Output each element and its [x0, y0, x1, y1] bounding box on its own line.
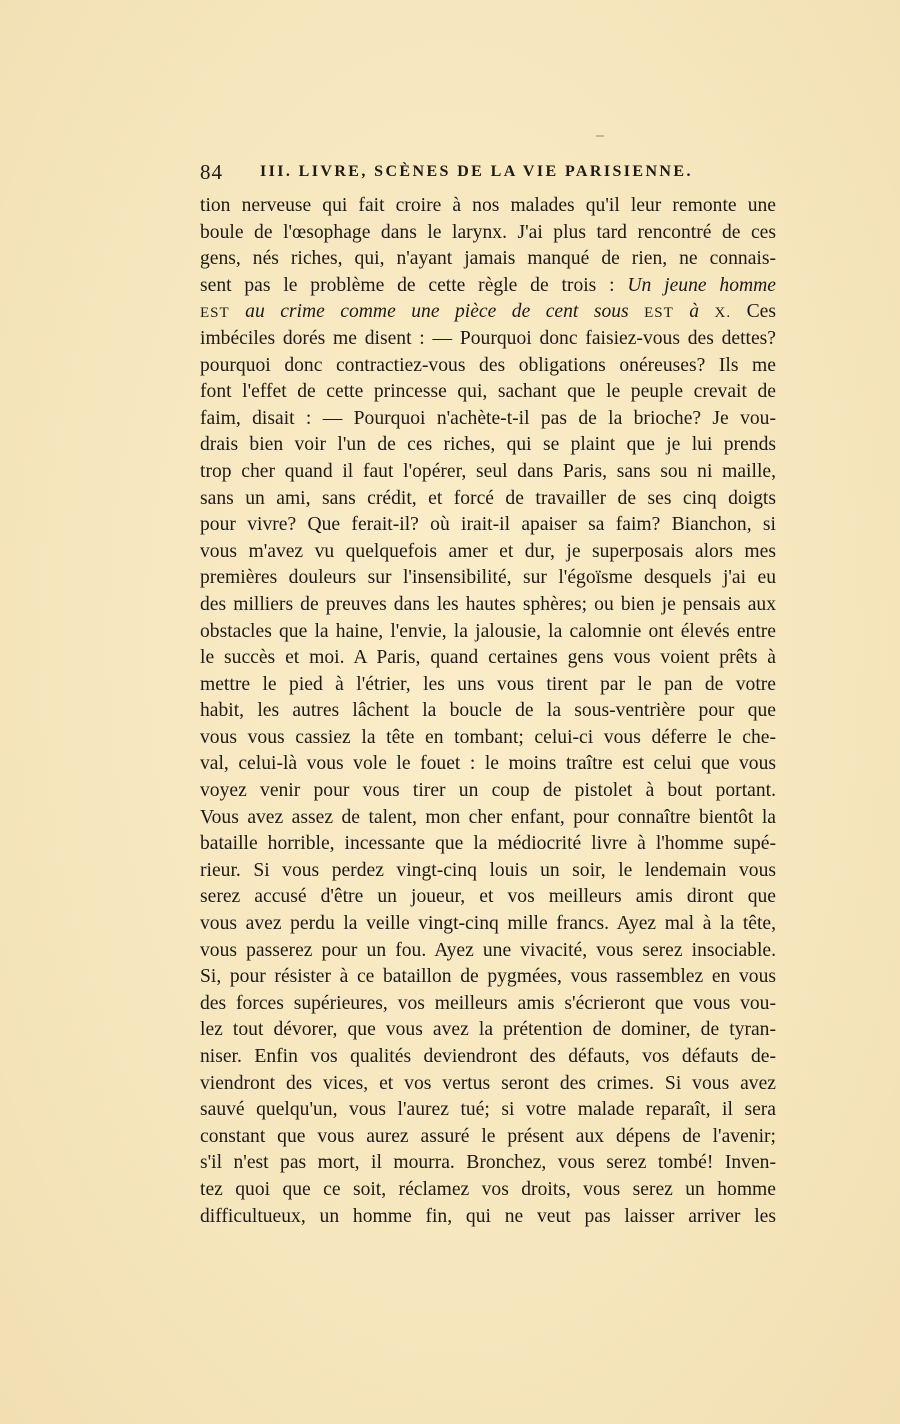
text-segment: Ces [746, 301, 776, 323]
text-line: vous passerez pour un fou. Ayez une vivacité, vous serez insociable. [200, 939, 776, 961]
text-line: val, celui-là vous vole le fouet : le moins traître est celui que vous [200, 753, 776, 775]
text-line: tez quoi que ce soit, réclamez vos droits, vous serez un homme [200, 1178, 776, 1200]
text-line: font l'effet de cette princesse qui, sachant que le peuple crevait de [200, 381, 776, 403]
text-line: vous avez perdu la veille vingt-cinq mille francs. Ayez mal à la tête, [200, 913, 776, 935]
text-line: s'il n'est pas mort, il mourra. Bronchez, vous serez tombé! Inven- [200, 1152, 776, 1174]
page-number: 84 [200, 160, 223, 184]
italic-segment: au crime comme une pièce de cent sous [245, 301, 629, 323]
smallcaps-segment: EST [644, 305, 674, 322]
body-text [200, 193, 776, 1230]
text-line: boule de l'œsophage dans le larynx. J'ai plus tard rencontré de ces [200, 221, 776, 243]
text-line: trop cher quand il faut l'opérer, seul dans Paris, sans sou ni maille, [200, 460, 776, 482]
text-line: des forces supérieures, vos meilleurs amis s'écrieront que vous vou- [200, 992, 776, 1014]
text-line: tion nerveuse qui fait croire à nos malades qu'il leur remonte une [200, 195, 776, 216]
text-line: imbéciles dorés me disent : — Pourquoi donc faisiez-vous des dettes? [200, 327, 776, 349]
text-line: voyez venir pour vous tirer un coup de pistolet à bout portant. [200, 780, 776, 802]
text-line: lez tout dévorer, que vous avez la prétention de dominer, de tyran- [200, 1019, 776, 1041]
text-line: Vous avez assez de talent, mon cher enfant, pour connaître bientôt la [200, 806, 776, 828]
text-line: gens, nés riches, qui, n'ayant jamais manqué de rien, ne connais- [200, 248, 776, 270]
text-line: difficultueux, un homme fin, qui ne veut pas laisser arriver les [200, 1205, 776, 1227]
text-line: pour vivre? Que ferait-il? où irait-il apaiser sa faim? Bianchon, si [200, 514, 776, 536]
running-head: III. LIVRE, SCÈNES DE LA VIE PARISIENNE. [260, 163, 693, 180]
text-line: obstacles que la haine, l'envie, la jalousie, la calomnie ont élevés entre [200, 620, 776, 642]
printer-mark [596, 135, 604, 137]
text-line: serez accusé d'être un joueur, et vos meilleurs amis diront que [200, 886, 776, 908]
text-line: le succès et moi. A Paris, quand certaines gens vous voient prêts à [200, 647, 776, 669]
text-line: pourquoi donc contractiez-vous des obligations onéreuses? Ils me [200, 354, 776, 376]
text-segment: sent pas le problème de cette règle de trois : [200, 274, 615, 296]
text-line: sans un ami, sans crédit, et forcé de travailler de ses cinq doigts [200, 487, 776, 509]
text-line: Si, pour résister à ce bataillon de pygmées, vous rassemblez en vous [200, 966, 776, 988]
text-line [200, 273, 776, 300]
text-line: faim, disait : — Pourquoi n'achète-t-il pas de la brioche? Je vou- [200, 407, 776, 429]
text-line: des milliers de preuves dans les hautes sphères; ou bien je pensais aux [200, 593, 776, 615]
text-line: viendront des vices, et vos vertus seront des crimes. Si vous avez [200, 1072, 776, 1094]
text-line: mettre le pied à l'étrier, les uns vous tirent par le pan de votre [200, 673, 776, 695]
text-line: vous m'avez vu quelquefois amer et dur, je superposais alors mes [200, 540, 776, 562]
text-line: niser. Enfin vos qualités deviendront des défauts, vos défauts de- [200, 1046, 776, 1067]
italic-segment: à [689, 301, 700, 323]
text-line [200, 299, 776, 326]
text-line: bataille horrible, incessante que la médiocrité livre à l'homme supé- [200, 833, 776, 855]
text-line: drais bien voir l'un de ces riches, qui se plaint que je lui prends [200, 434, 776, 456]
page-header [200, 160, 780, 188]
italic-segment: Un jeune homme [627, 274, 776, 296]
text-line: vous vous cassiez la tête en tombant; celui-ci vous déferre le che- [200, 726, 776, 748]
smallcaps-segment: X. [714, 305, 732, 322]
text-line: premières douleurs sur l'insensibilité, sur l'égoïsme desquels j'ai eu [200, 567, 776, 589]
text-line: sauvé quelqu'un, vous l'aurez tué; si votre malade reparaît, il sera [200, 1099, 776, 1121]
text-line: habit, les autres lâchent la boucle de la sous-ventrière pour que [200, 700, 776, 722]
text-line: constant que vous aurez assuré le présent aux dépens de l'avenir; [200, 1125, 776, 1147]
text-line: rieur. Si vous perdez vingt-cinq louis un soir, le lendemain vous [200, 859, 776, 881]
smallcaps-segment: EST [200, 305, 230, 322]
